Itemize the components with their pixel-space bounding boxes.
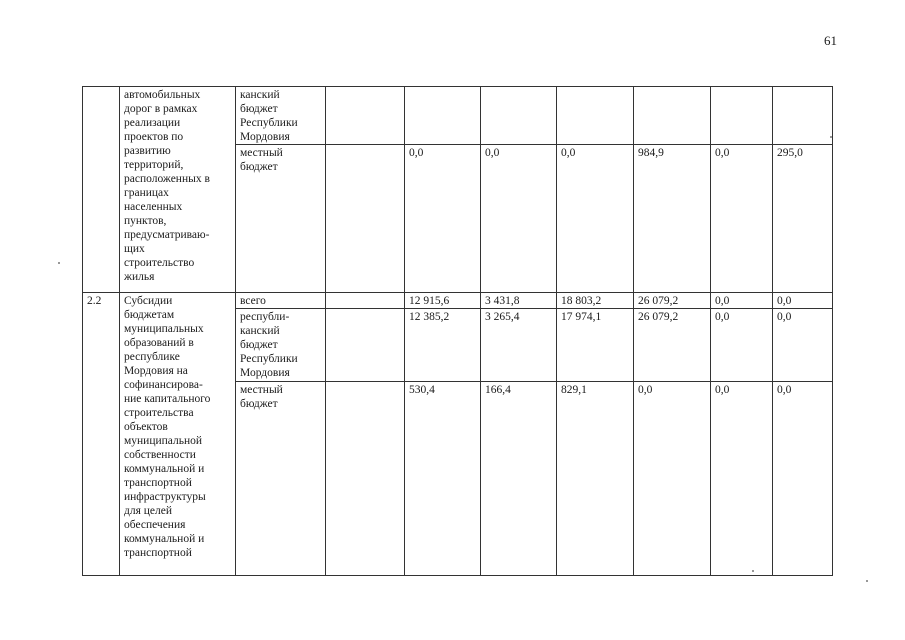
value-cell: 12 915,6 bbox=[405, 293, 481, 309]
value-cell: 18 803,2 bbox=[557, 293, 634, 309]
value-cell bbox=[481, 87, 557, 145]
value-cell bbox=[405, 87, 481, 145]
funding-source-cell: канский бюджет Республики Мордовия bbox=[236, 87, 326, 145]
value-cell: 0,0 bbox=[711, 382, 773, 576]
row-number-cell bbox=[83, 87, 120, 293]
page-number: 61 bbox=[824, 33, 837, 48]
value-cell: 26 079,2 bbox=[634, 293, 711, 309]
value-cell: 0,0 bbox=[711, 293, 773, 309]
table-row bbox=[83, 293, 833, 309]
value-cell: 0,0 bbox=[711, 145, 773, 293]
funding-source-cell: местный бюджет bbox=[236, 145, 326, 293]
value-cell: 0,0 bbox=[481, 145, 557, 293]
value-cell: 12 385,2 bbox=[405, 309, 481, 382]
value-cell bbox=[326, 145, 405, 293]
value-cell: 0,0 bbox=[405, 145, 481, 293]
scan-speck bbox=[752, 570, 754, 572]
value-cell: 0,0 bbox=[773, 293, 833, 309]
value-cell: 0,0 bbox=[557, 145, 634, 293]
value-cell: 3 431,8 bbox=[481, 293, 557, 309]
value-cell bbox=[773, 87, 833, 145]
scan-speck bbox=[58, 262, 60, 264]
value-cell: 0,0 bbox=[634, 382, 711, 576]
value-cell: 0,0 bbox=[773, 309, 833, 382]
table-row bbox=[83, 87, 833, 145]
value-cell bbox=[326, 87, 405, 145]
scan-speck bbox=[866, 580, 868, 582]
value-cell: 166,4 bbox=[481, 382, 557, 576]
value-cell: 3 265,4 bbox=[481, 309, 557, 382]
value-cell bbox=[634, 87, 711, 145]
measure-name-cell: автомобильных дорог в рамках реализации проектов по развитию территорий, расположенных в границах населенных пунктов, предусматриваю- щих строительство жилья bbox=[120, 87, 236, 293]
value-cell: 0,0 bbox=[773, 382, 833, 576]
value-cell: 530,4 bbox=[405, 382, 481, 576]
measure-name-cell: Субсидии бюджетам муниципальных образований в республике Мордовия на софинансирова- ние капитального строительства объектов муниципальной собственности коммунальной и транспортной инфраструктуры для целей обеспечения коммунальной и транспортной bbox=[120, 293, 236, 576]
value-cell: 26 079,2 bbox=[634, 309, 711, 382]
scan-speck bbox=[830, 136, 832, 138]
value-cell: 295,0 bbox=[773, 145, 833, 293]
funding-source-cell: всего bbox=[236, 293, 326, 309]
value-cell: 984,9 bbox=[634, 145, 711, 293]
value-cell bbox=[326, 309, 405, 382]
value-cell bbox=[326, 293, 405, 309]
value-cell: 17 974,1 bbox=[557, 309, 634, 382]
budget-table bbox=[82, 86, 833, 576]
value-cell: 829,1 bbox=[557, 382, 634, 576]
row-number-cell: 2.2 bbox=[83, 293, 120, 576]
value-cell bbox=[711, 87, 773, 145]
value-cell: 0,0 bbox=[711, 309, 773, 382]
value-cell bbox=[557, 87, 634, 145]
funding-source-cell: республи- канский бюджет Республики Мордовия bbox=[236, 309, 326, 382]
value-cell bbox=[326, 382, 405, 576]
funding-source-cell: местный бюджет bbox=[236, 382, 326, 576]
